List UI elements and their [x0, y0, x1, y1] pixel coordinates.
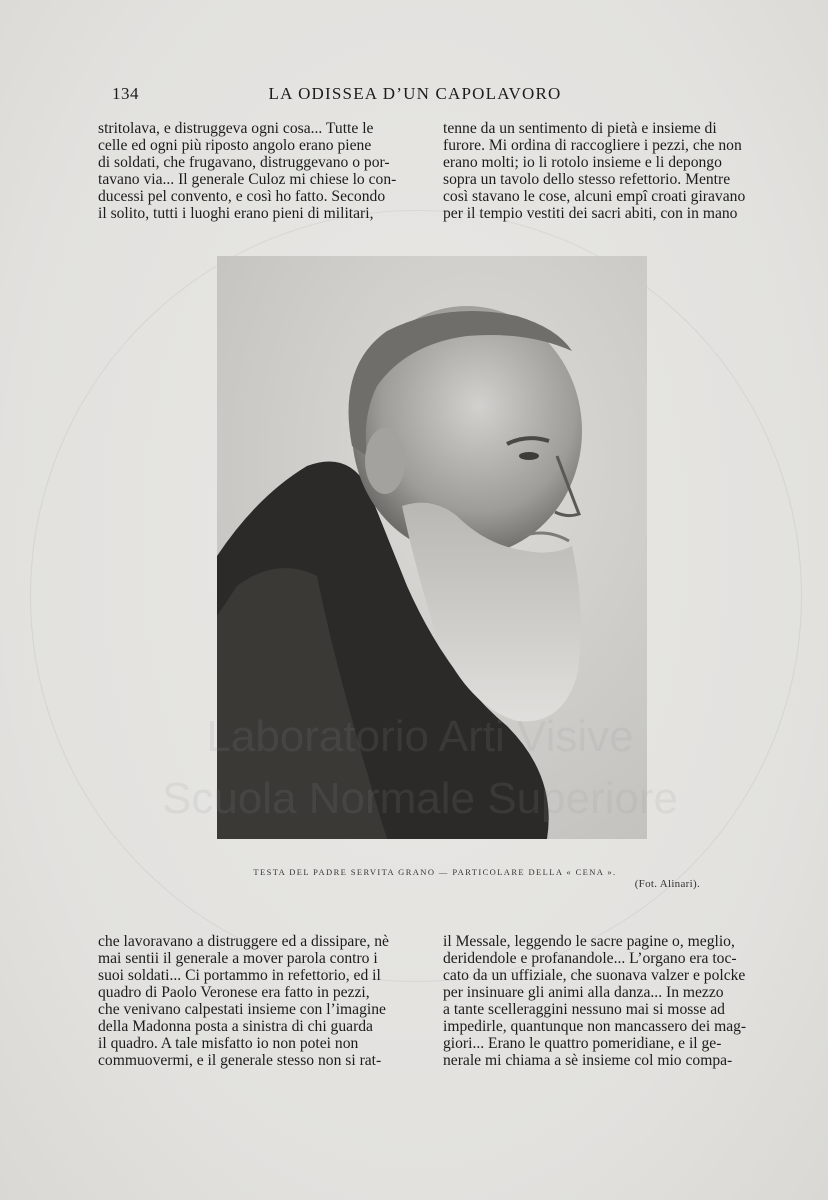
text-column-bottom-left: che lavoravano a distruggere ed a dissipare, nè mai sentii il generale a mover parola contro i suoi soldati... Ci portammo in refettorio, ed il quadro di Paolo Veronese era fatto in pezzi, che venivano calpestati insieme con l’imagine della Madonna posta a sinistra di chi guarda il quadro. A tale misfatto io non potei non commuovermi, e il generale stesso non si rat-	[98, 933, 389, 1069]
page-number: 134	[112, 84, 139, 103]
portrait-image	[217, 256, 647, 839]
text-column-top-right: tenne da un sentimento di pietà e insieme di furore. Mi ordina di raccogliere i pezzi, che non erano molti; io li rotolo insieme e li depongo sopra un tavolo dello stesso refettorio. Mentre così stavano le cose, alcuni empî croati giravano per il tempio vestiti dei sacri abiti, con in mano	[443, 120, 746, 222]
text-column-top-left: stritolava, e distruggeva ogni cosa... Tutte le celle ed ogni più riposto angolo erano piene di soldati, che frugavano, distruggevano o por- tavano via... Il generale Culoz mi chiese lo con- ducessi pel convento, e così ho fatto. Secondo il solito, tutti i luoghi erano pieni di militari,	[98, 120, 397, 222]
running-title: LA ODISSEA D’UN CAPOLAVORO	[268, 84, 562, 103]
photo-credit: (Fot. Alinari).	[634, 878, 700, 890]
figure-caption: TESTA DEL PADRE SERVITA GRANO — PARTICOLARE DELLA « CENA ».	[253, 867, 617, 877]
text-column-bottom-right: il Messale, leggendo le sacre pagine o, meglio, deridendole e profanandole... L’organo era toc- cato da un uffiziale, che suonava valzer e polcke per insinuare gli animi alla danza... In mezzo a tante scelleraggini nessuno mai si mosse ad impedirle, quantunque non mancassero dei mag- giori... Erano le quattro pomeridiane, e il ge- nerale mi chiama a sè insieme col mio compa-	[443, 933, 747, 1069]
page-header	[112, 84, 718, 108]
portrait-illustration	[217, 256, 647, 839]
